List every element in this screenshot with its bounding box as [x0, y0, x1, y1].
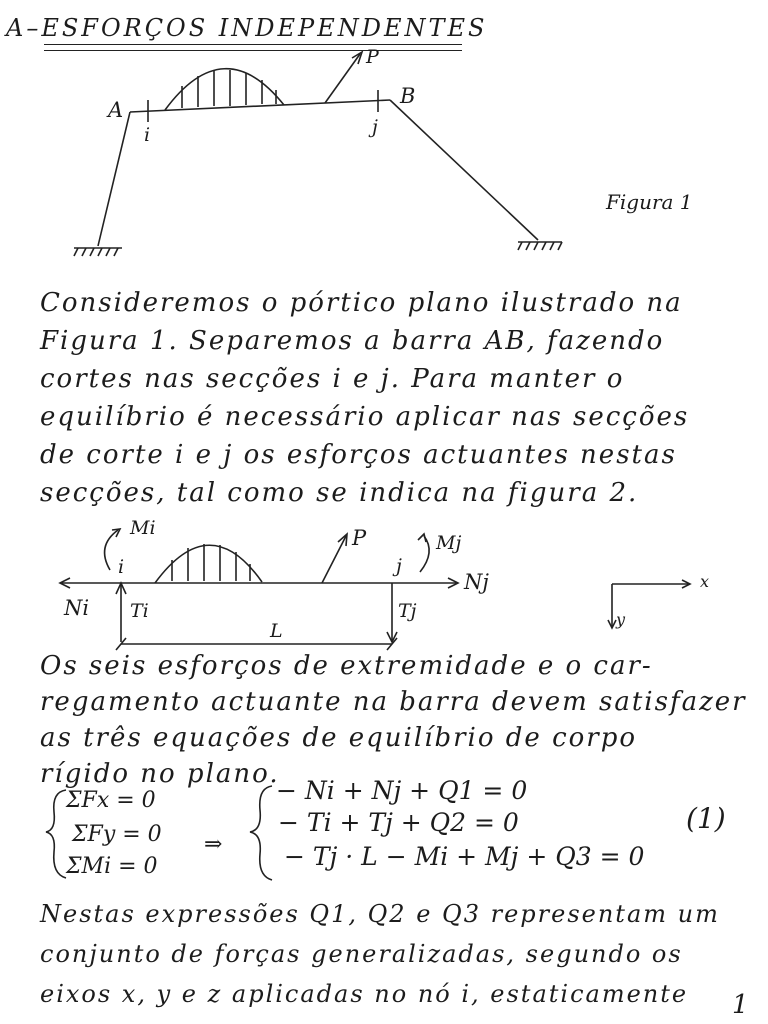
equation-sum-fy: ΣFy = 0 [72, 822, 162, 847]
label-i: i [144, 124, 151, 146]
label-ti: Ti [130, 600, 149, 622]
label-mj: Mj [436, 532, 462, 554]
label-p-fig2: P [352, 526, 367, 550]
equation-1c: − Tj · L − Mi + Mj + Q3 = 0 [284, 842, 645, 871]
right-brace [250, 786, 272, 880]
page-number: 1 [732, 990, 749, 1020]
paragraph-line: Figura 1. Separemos a barra AB, fazendo [40, 326, 665, 356]
equation-sum-mi: ΣMi = 0 [66, 854, 158, 879]
label-ni: Ni [64, 596, 90, 620]
paragraph-line: rígido no plano. [40, 759, 280, 789]
implies-symbol: ⇒ [204, 832, 223, 857]
paragraph-line: as três equações de equilíbrio de corpo [40, 723, 638, 753]
label-y-axis: y [616, 610, 626, 629]
paragraph-line: equilíbrio é necessário aplicar nas secções [40, 402, 690, 432]
paragraph-line: secções, tal como se indica na figura 2. [40, 478, 639, 508]
label-p: P [366, 46, 379, 68]
label-i-fig2: i [118, 556, 125, 578]
paragraph-line: Nestas expressões Q1, Q2 e Q3 representam um [40, 900, 720, 928]
label-mi: Mi [130, 517, 156, 539]
label-nj: Nj [464, 570, 489, 594]
paragraph-line: regamento actuante na barra devem satisfazer [40, 687, 747, 717]
label-x-axis: x [700, 572, 710, 591]
paragraph-line: conjunto de forças generalizadas, segundo os [40, 940, 683, 968]
paragraph-line: Os seis esforços de extremidade e o car- [40, 651, 653, 681]
label-b: B [400, 84, 416, 108]
equation-1a: − Ni + Nj + Q1 = 0 [276, 776, 528, 805]
label-tj: Tj [398, 600, 417, 622]
label-l: L [270, 620, 283, 642]
equation-1b: − Ti + Tj + Q2 = 0 [278, 808, 519, 837]
paragraph-3 [40, 894, 760, 1014]
equation-number: (1) [686, 802, 726, 835]
paragraph-line: Consideremos o pórtico plano ilustrado na [40, 288, 683, 318]
figure-1-caption: Figura 1 [606, 190, 693, 214]
equation-sum-fx: ΣFx = 0 [66, 788, 156, 813]
paragraph-line: eixos x, y e z aplicadas no nó i, estaticamente [40, 980, 689, 1008]
label-j: j [372, 116, 378, 138]
page-title: A–ESFORÇOS INDEPENDENTES [6, 14, 488, 42]
left-brace [46, 790, 66, 878]
paragraph-line: cortes nas secções i e j. Para manter o [40, 364, 625, 394]
paragraph-line: de corte i e j os esforços actuantes nestas [40, 440, 677, 470]
label-a: A [108, 98, 124, 122]
label-j-fig2: j [396, 555, 402, 577]
